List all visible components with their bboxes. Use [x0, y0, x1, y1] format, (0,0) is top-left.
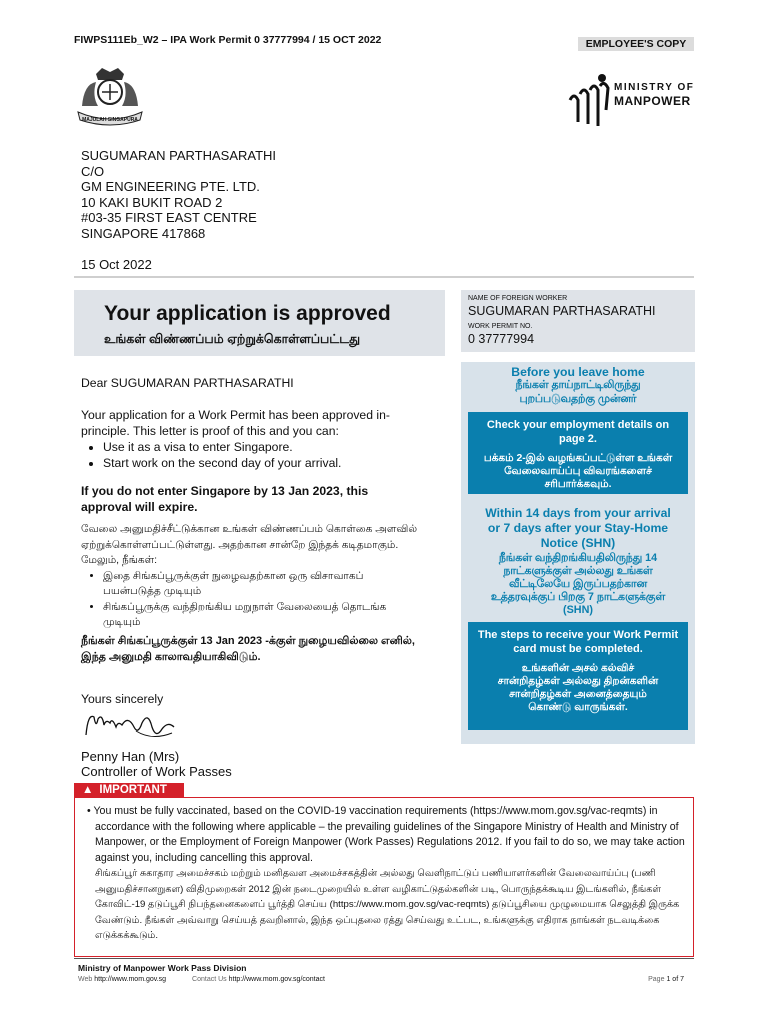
important-label: IMPORTANT	[99, 784, 167, 796]
contact-link[interactable]: http://www.mom.gov.sg/contact	[228, 976, 325, 983]
permission-bullet: • Use it as a visa to enter Singapore.	[103, 439, 421, 455]
page-footer	[74, 958, 694, 989]
letter-body-tamil	[81, 522, 421, 631]
approval-title-tamil: உங்கள் விண்ணப்பம் ஏற்றுக்கொள்ளப்பட்டது	[104, 332, 361, 346]
arrival-heading: Within 14 days from your arrival or 7 days after your Stay-Home Notice (SHN)	[485, 506, 671, 550]
letter-paragraph-tamil: வேலை அனுமதிச்சீட்டுக்கான உங்கள் விண்ணப்பம் கொள்கை அளவில் ஏற்றுக்கொள்ளப்பட்டுள்ளது. அதற்கான சான்றே இந்தக் கடிதமாகும். மேலும், நீங்கள்:	[81, 523, 418, 566]
important-tab	[74, 783, 184, 798]
important-notice-box	[74, 797, 694, 957]
check-employment-text: Check your employment details on page 2.	[486, 419, 670, 445]
address-line: C/O	[81, 163, 105, 179]
document-reference: FIWPS111Eb_W2 – IPA Work Permit 0 37777994 / 15 OCT 2022	[74, 34, 382, 46]
before-leave-heading-tamil: நீங்கள் தாய்நாட்டிலிருந்து புறப்படுவதற்கு முன்னர்	[515, 379, 641, 405]
worker-name: SUGUMARAN PARTHASARATHI	[468, 304, 656, 318]
important-notice-tamil: சிங்கப்பூர் சுகாதார அமைச்சகம் மற்றும் மனிதவள அமைச்சகத்தின் அல்லது வெளிநாட்டுப் பணியாளர்களின் வேலைவாய்ப்பு (பணி அனுமதிச்சானறுகள) விதிமுறைகள் 2012 இன் நடைமுறையில் உள்ள வழிகாட்டுதல்களின் படி, பொருந்தக்கூடிய இடங்களில், நீங்கள் கோவிட்-19 தடுப்பூசி நிபந்தனைகளைப் பூர்த்தி செய்ய (https://www.mom.gov.sg/vac-reqmts) தடுப்பூசியை முழுமையாக செலுத்தி இருக்க வேண்டும். நீங்கள் அவ்வாறு செய்யத் தவறினால், இந்த ஒப்புதலை ரத்து செய்வது உட்பட, உங்களுக்கு எதிராக நாங்கள் நடவடிக்கை எடுக்கக்கூடும்.	[95, 868, 680, 941]
letter-date: 15 Oct 2022	[81, 257, 152, 272]
recipient-address	[81, 148, 276, 241]
address-line: GM ENGINEERING PTE. LTD.	[81, 179, 260, 194]
permit-card-steps-text-tamil: உங்களின் அசல் கல்விச் சான்றிதழ்கள் அல்லது திறன்களின் சான்றிதழ்கள் அனைத்தையும் கொண்டு வாருங்கள்.	[497, 662, 659, 713]
ministry-label-line1: MINISTRY OF	[614, 82, 695, 93]
letter-body-en	[81, 407, 421, 471]
closing: Yours sincerely	[81, 692, 164, 706]
worker-name-label: NAME OF FOREIGN WORKER	[468, 295, 568, 302]
singapore-crest-icon	[72, 66, 148, 128]
permission-bullet: • Start work on the second day of your arrival.	[103, 455, 421, 471]
ministry-of-manpower-logo	[564, 70, 700, 130]
check-employment-text-tamil: பக்கம் 2-இல் வழங்கப்பட்டுள்ள உங்கள் வேலைவாய்ப்பு விவரங்களைச் சரிபார்க்கவும்.	[483, 452, 673, 490]
expiry-notice: If you do not enter Singapore by 13 Jan 2023, this approval will expire.	[81, 484, 369, 514]
recipient-name: SUGUMARAN PARTHASARATHI	[81, 148, 277, 163]
expiry-notice-tamil: நீங்கள் சிங்கப்பூருக்குள் 13 Jan 2023 -க்குள் நுழையவில்லை எனில், இந்த அனுமதி காலாவதியாகிவிடும்.	[81, 635, 415, 663]
address-line: #03-35 FIRST EAST CENTRE	[81, 210, 257, 225]
svg-text:MAJULAH SINGAPURA: MAJULAH SINGAPURA	[82, 117, 138, 123]
signature-icon	[82, 705, 178, 745]
letter-paragraph: Your application for a Work Permit has been approved in-principle. This letter is proof of this and you can:	[81, 408, 390, 438]
contact-label: Contact Us	[192, 976, 227, 983]
instructions-panel	[461, 362, 695, 744]
approval-banner	[74, 290, 445, 356]
ministry-label-line2: MANPOWER	[614, 94, 691, 108]
worker-info-panel	[461, 290, 695, 352]
important-notice-text	[87, 804, 685, 944]
permission-bullet-tamil: • இதை சிங்கப்பூருக்குள் நுழைவதற்கான ஒரு விசாவாகப் பயன்படுத்த முடியும்	[103, 569, 421, 600]
salutation: Dear SUGUMARAN PARTHASARATHI	[81, 376, 294, 390]
web-link[interactable]: http://www.mom.gov.sg	[94, 976, 167, 983]
signatory-title: Controller of Work Passes	[81, 763, 232, 779]
copy-label-badge: EMPLOYEE'S COPY	[578, 37, 694, 51]
address-line: 10 KAKI BUKIT ROAD 2	[81, 194, 223, 210]
divider	[74, 276, 694, 278]
work-permit-label: WORK PERMIT NO.	[468, 323, 533, 330]
important-notice-en: • You must be fully vaccinated, based on the COVID-19 vaccination requirements (https://www.mom.gov.sg/vac-reqmts) in accordance with the following where applicable – the prevailing guidelines of the Singapore Ministry of Health and Ministry of Manpower, or the Employment of Foreign Manpower (Work Passes) Regulations 2012. If you fail to do so, we may take action against you, including cancelling this approval.	[87, 805, 685, 864]
work-permit-number: 0 37777994	[468, 332, 535, 346]
signatory-block	[81, 750, 421, 779]
footer-title: Ministry of Manpower Work Pass Division	[78, 963, 247, 973]
permit-card-steps-text: The steps to receive your Work Permit card must be completed.	[477, 629, 679, 655]
address-line: SINGAPORE 417868	[81, 225, 206, 241]
signatory-name: Penny Han (Mrs)	[81, 749, 180, 764]
warning-icon: ▲	[82, 784, 94, 796]
arrival-heading-tamil: நீங்கள் வந்திறங்கியதிலிருந்து 14 நாட்களுக்குள் அல்லது உங்கள் வீட்டிலேயே இருப்பதற்கான உத்தரவுக்குப் பிறகு 7 நாட்களுக்குள் (SHN)	[490, 552, 666, 616]
before-leave-heading: Before you leave home	[511, 365, 645, 379]
manpower-figures-icon	[564, 70, 614, 130]
permission-bullet-tamil: • சிங்கப்பூருக்கு வந்திறங்கிய மறுநாள் வேலையைத் தொடங்க முடியும்	[103, 600, 421, 631]
approval-title: Your application is approved	[104, 302, 391, 325]
footer-links	[78, 976, 325, 983]
check-employment-box	[468, 412, 688, 494]
web-label: Web	[78, 976, 93, 983]
page-number: Page 1 of 7	[648, 976, 684, 983]
permit-card-steps-box	[468, 622, 688, 730]
